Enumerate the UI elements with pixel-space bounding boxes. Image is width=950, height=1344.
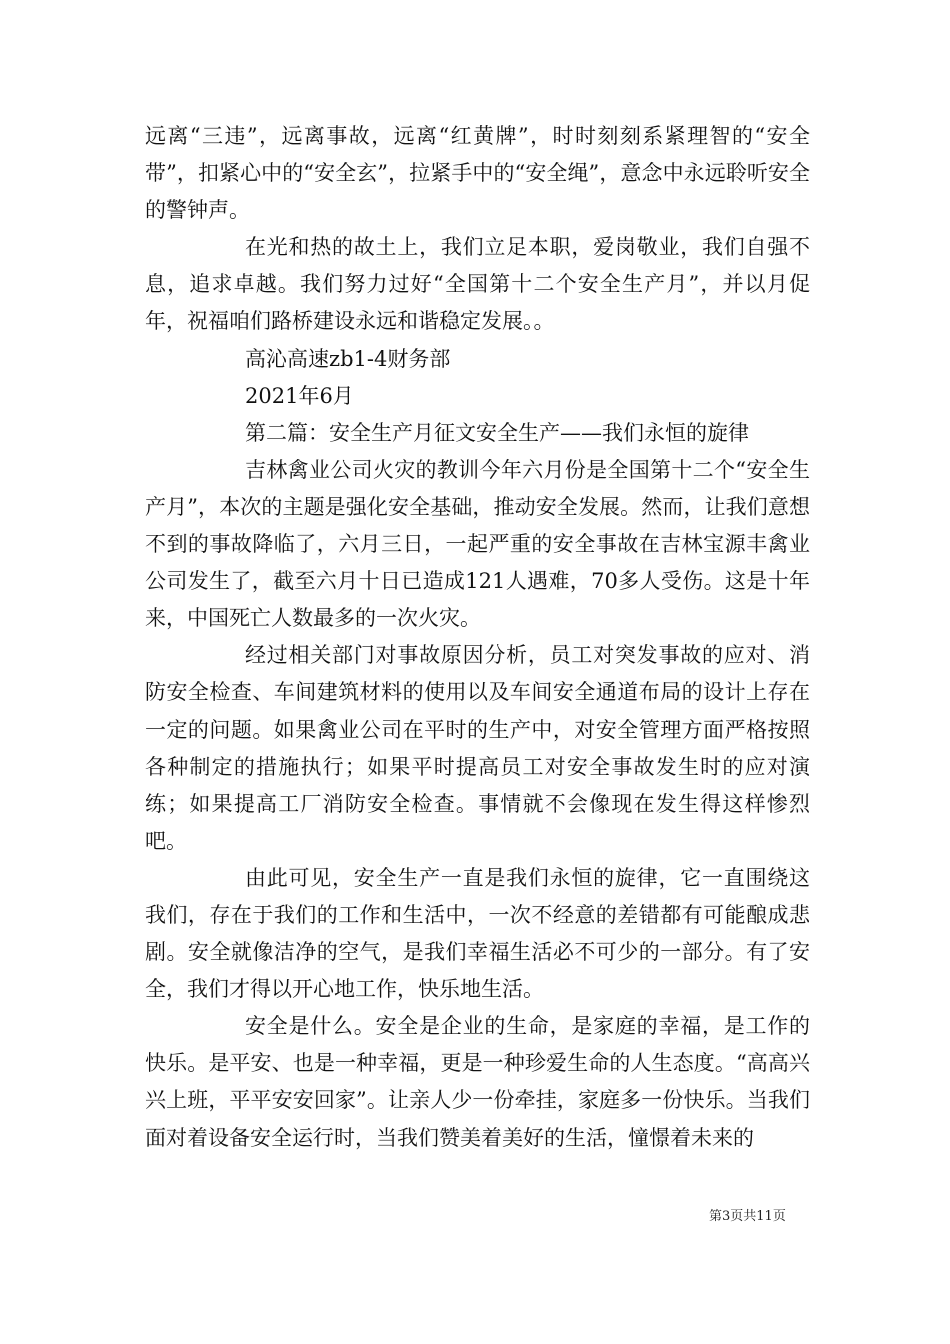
section-heading: 第二篇：安全生产月征文安全生产——我们永恒的旋律 bbox=[245, 420, 749, 445]
document-body bbox=[145, 118, 810, 1157]
signature-date: 2021年6月 bbox=[245, 383, 354, 408]
paragraph: 经过相关部门对事故原因分析，员工对突发事故的应对、消防安全检查、车间建筑材料的使用以及车间安全通道布局的设计上存在一定的问题。如果禽业公司在平时的生产中，对安全管理方面严格按照各种制定的措施执行；如果平时提高员工对安全事故发生时的应对演练；如果提高工厂消防安全检查。事情就不会像现在发生得这样惨烈吧。 bbox=[145, 643, 810, 853]
paragraph: 在光和热的故土上，我们立足本职，爱岗敬业，我们自强不息，追求卓越。我们努力过好“全国第十二个安全生产月”，并以月促年，祝福咱们路桥建设永远和谐稳定发展。。 bbox=[145, 235, 810, 334]
paragraph: 安全是什么。安全是企业的生命，是家庭的幸福，是工作的快乐。是平安、也是一种幸福，更是一种珍爱生命的人生态度。“高高兴兴上班，平平安安回家”。让亲人少一份牵挂，家庭多一份快乐。当我们面对着设备安全运行时，当我们赞美着美好的生活，憧憬着未来的 bbox=[145, 1014, 810, 1150]
paragraph: 由此可见，安全生产一直是我们永恒的旋律，它一直围绕这我们，存在于我们的工作和生活中，一次不经意的差错都有可能酿成悲剧。安全就像洁净的空气，是我们幸福生活必不可少的一部分。有了安全，我们才得以开心地工作，快乐地生活。 bbox=[145, 865, 810, 1002]
signature-department: 高沁高速zb1-4财务部 bbox=[245, 346, 451, 371]
paragraph-continued: 远离“三违”，远离事故，远离“红黄牌”，时时刻刻系紧理智的“安全带”，扣紧心中的“安全玄”，拉紧手中的“安全绳”，意念中永远聆听安全的警钟声。 bbox=[145, 124, 810, 223]
page-number: 第3页共11页 bbox=[709, 1209, 786, 1224]
paragraph: 吉林禽业公司火灾的教训今年六月份是全国第十二个“安全生产月”，本次的主题是强化安全基础，推动安全发展。然而，让我们意想不到的事故降临了，六月三日，一起严重的安全事故在吉林宝源丰禽业公司发生了，截至六月十日已造成121人遇难，70多人受伤。这是十年来，中国死亡人数最多的一次火灾。 bbox=[145, 457, 810, 631]
